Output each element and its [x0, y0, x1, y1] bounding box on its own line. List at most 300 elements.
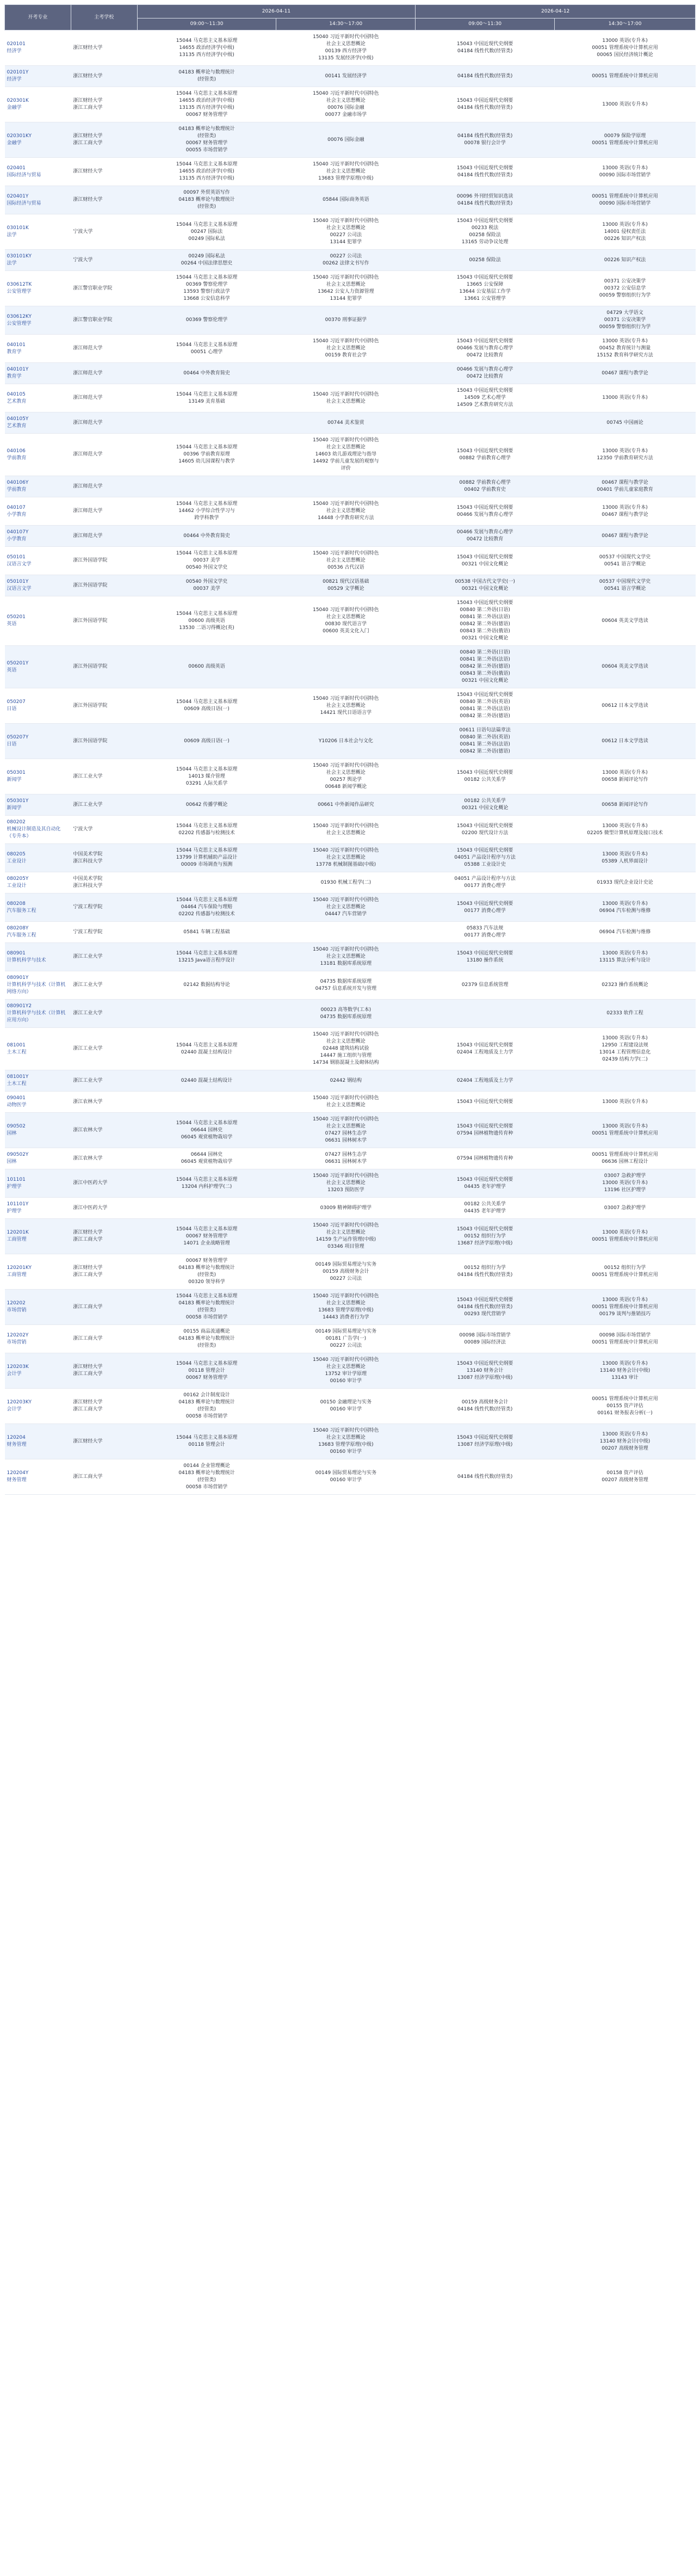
exam-course: 00538 中国古代文学史(一) [455, 579, 515, 584]
exam-slot-2 [276, 1325, 416, 1353]
table-row [5, 971, 696, 1000]
exam-course: 04184 线性代数(经管类) [457, 172, 513, 178]
exam-course: 04735 数据库系统原理 [320, 978, 372, 984]
header-slot-day1-pm: 14:30～17:00 [276, 19, 416, 30]
exam-slot-1 [137, 158, 276, 186]
exam-course: 13000 英语(专升本) [602, 950, 648, 956]
exam-course: 社会主义思想概论 [326, 855, 366, 860]
exam-course: 04184 线性代数(经管类) [457, 1474, 513, 1480]
exam-course: 15043 中国近现代史纲要 [456, 901, 513, 907]
major-cell [5, 646, 71, 688]
exam-course: 15040 习近平新时代中国特色 [313, 275, 379, 280]
major-name: 新闻学 [7, 777, 22, 782]
exam-course: 15044 马克思主义基本原理 [176, 391, 238, 397]
exam-course: 15043 中国近现代史纲要 [456, 165, 513, 171]
major-code: 120204Y [7, 1470, 29, 1476]
major-cell [5, 434, 71, 476]
exam-slot-3 [416, 335, 555, 363]
exam-course: 00841 第二外语(法语) [460, 614, 510, 620]
exam-course: 00369 警察伦理学 [185, 282, 228, 287]
exam-course: 13000 英语(专升本) [602, 1035, 648, 1041]
exam-course: 00067 财务管理学 [185, 1258, 228, 1264]
exam-slot-4 [555, 384, 696, 412]
exam-course: 13000 英语(专升本) [602, 1360, 648, 1366]
school-cell: 宁波大学 [71, 816, 137, 844]
table-row [5, 497, 696, 526]
exam-course: 15043 中国近现代史纲要 [456, 504, 513, 510]
major-cell [5, 893, 71, 922]
exam-course: 04183 概率论与数理统计 [178, 70, 235, 75]
exam-slot-1 [137, 186, 276, 214]
exam-slot-1 [137, 250, 276, 271]
exam-course: 00604 英美文学选读 [602, 618, 648, 624]
exam-slot-4 [555, 476, 696, 497]
exam-slot-3 [416, 1459, 555, 1495]
exam-slot-3 [416, 1169, 555, 1198]
exam-course: 00159 高级财务会计 [323, 1268, 369, 1274]
exam-course: 00257 舆论学 [330, 777, 362, 782]
table-row [5, 250, 696, 271]
exam-course: 00467 课程与教学论 [602, 370, 648, 376]
exam-course: 13000 英语(专升本) [602, 504, 648, 510]
exam-course: 04183 概率论与数理统计 [178, 1470, 235, 1476]
exam-slot-2 [276, 271, 416, 306]
exam-course: 00059 警察组织行为学 [599, 292, 651, 298]
exam-slot-2 [276, 1113, 416, 1148]
exam-course: 00249 国际私法 [188, 236, 225, 242]
exam-course: 社会主义思想概论 [326, 830, 366, 836]
school-cell: 浙江警官职业学院 [71, 271, 137, 306]
exam-course: 社会主义思想概论 [326, 1364, 366, 1370]
exam-slot-3 [416, 646, 555, 688]
major-name: 英语 [7, 667, 17, 673]
exam-slot-3 [416, 872, 555, 893]
exam-slot-2 [276, 1459, 416, 1495]
exam-course: 14448 小学教育研究方法 [318, 515, 374, 521]
exam-course: 15044 马克思主义基本原理 [176, 699, 238, 705]
exam-course: 04435 老年护理学 [464, 1184, 506, 1190]
exam-slot-4 [555, 872, 696, 893]
exam-course: 15043 中国近现代史纲要 [456, 98, 513, 103]
exam-course: 13683 管理学原理(中级) [318, 1308, 374, 1313]
table-row [5, 271, 696, 306]
exam-slot-2 [276, 596, 416, 646]
exam-slot-4 [555, 1169, 696, 1198]
exam-course: 13181 数据库系统原理 [320, 961, 372, 966]
exam-slot-2 [276, 1000, 416, 1028]
table-row [5, 384, 696, 412]
major-cell [5, 794, 71, 816]
exam-slot-1 [137, 363, 276, 384]
exam-course: 00226 知识产权法 [604, 257, 646, 263]
exam-slot-3 [416, 1113, 555, 1148]
exam-slot-1 [137, 1028, 276, 1070]
school-cell: 浙江师范大学 [71, 412, 137, 434]
exam-slot-4 [555, 214, 696, 250]
major-code: 020301KY [7, 133, 32, 139]
exam-slot-4 [555, 1424, 696, 1459]
exam-slot-4 [555, 922, 696, 943]
exam-slot-4 [555, 30, 696, 66]
exam-course: 15044 马克思主义基本原理 [176, 551, 238, 556]
major-cell [5, 158, 71, 186]
exam-slot-2 [276, 1028, 416, 1070]
exam-course: 02323 操作系统概论 [602, 982, 648, 988]
major-name: 工业设计 [7, 883, 27, 889]
exam-course: 13687 经济学原理(中级) [457, 1240, 513, 1246]
major-cell [5, 497, 71, 526]
major-code: 050101 [7, 554, 26, 560]
exam-course: (经管类) [197, 1272, 216, 1278]
major-code: 020101Y [7, 70, 29, 75]
exam-course: 00159 高级财务会计 [461, 1400, 509, 1405]
major-name: 金融学 [7, 140, 22, 146]
exam-course: 13143 审计 [611, 1375, 639, 1381]
exam-course: 00247 国际法 [190, 229, 223, 235]
exam-course: 02202 传感器与检测技术 [178, 911, 235, 917]
major-name: 小学教育 [7, 511, 27, 517]
exam-course: 13000 英语(专升本) [602, 770, 648, 775]
exam-course: 00464 中外教育简史 [183, 533, 230, 539]
exam-course: 00160 审计学 [330, 1449, 362, 1455]
exam-course: 00661 中外新闻作品研究 [318, 802, 374, 808]
exam-course: 00051 管理系统中计算机应用 [592, 1131, 658, 1136]
exam-slot-1 [137, 1459, 276, 1495]
major-name: 会计学 [7, 1407, 22, 1412]
exam-course: 00467 课程与教学论 [602, 511, 648, 517]
exam-course: 00096 外刊经贸知识选读 [456, 193, 513, 199]
major-name: 汽车服务工程 [7, 933, 36, 938]
exam-slot-3 [416, 1424, 555, 1459]
exam-slot-3 [416, 1148, 555, 1169]
exam-course: 00076 国际金融 [327, 105, 364, 110]
table-row [5, 759, 696, 794]
exam-slot-3 [416, 1092, 555, 1113]
exam-course: 13000 英语(专升本) [602, 165, 648, 171]
table-row [5, 526, 696, 547]
exam-slot-1 [137, 1290, 276, 1325]
exam-course: 15043 中国近现代史纲要 [456, 1435, 513, 1440]
exam-slot-2 [276, 1254, 416, 1290]
exam-slot-4 [555, 87, 696, 122]
exam-slot-3 [416, 575, 555, 596]
exam-slot-2 [276, 971, 416, 1000]
exam-slot-4 [555, 1459, 696, 1495]
exam-course: 15040 习近平新时代中国特色 [313, 1293, 379, 1299]
major-cell [5, 759, 71, 794]
exam-course: 社会主义思想概论 [326, 169, 366, 174]
school-cell: 浙江财经大学 浙江工商大学 [71, 1254, 137, 1290]
exam-course: 04184 线性代数(经管类) [457, 105, 513, 110]
exam-slot-4 [555, 526, 696, 547]
exam-course: 00371 公安决策学 [604, 278, 646, 284]
table-row [5, 547, 696, 575]
exam-course: 15043 中国近现代史纲要 [456, 388, 513, 393]
table-row [5, 30, 696, 66]
exam-course: 13140 财务会计(中级) [599, 1367, 651, 1373]
major-name: 公安管理学 [7, 289, 32, 294]
exam-course: 13593 警察行政法学 [183, 289, 230, 294]
exam-slot-1 [137, 271, 276, 306]
exam-course: 00118 管理会计 [188, 1367, 225, 1373]
school-cell: 浙江外国语学院 [71, 724, 137, 759]
major-name: 园林 [7, 1131, 17, 1136]
major-name: 机械设计制造及其自动化 （专升本） [7, 827, 61, 839]
exam-course: 13752 审计学原理 [325, 1371, 367, 1377]
exam-slot-2 [276, 688, 416, 724]
exam-course: 00842 第二外语(德语) [460, 713, 510, 719]
exam-course: 00051 管理系统中计算机应用 [592, 1304, 658, 1310]
major-cell [5, 816, 71, 844]
exam-course: 00144 企业管理概论 [183, 1463, 230, 1469]
exam-course: 13140 财务会计(中级) [599, 1438, 651, 1444]
exam-course: 00226 知识产权法 [604, 236, 646, 242]
exam-slot-1 [137, 87, 276, 122]
major-code: 040101Y [7, 367, 29, 372]
exam-course: 14001 侵权责任法 [604, 229, 646, 235]
table-row [5, 794, 696, 816]
exam-course: 05833 汽车法规 [466, 926, 504, 931]
exam-course: 13778 机械制图基础(中级) [315, 862, 376, 867]
major-name: 英语 [7, 621, 17, 627]
exam-slot-4 [555, 1028, 696, 1070]
table-row [5, 476, 696, 497]
table-row [5, 872, 696, 893]
school-cell: 浙江外国语学院 [71, 547, 137, 575]
exam-course: 14509 艺术心理学 [464, 395, 506, 400]
exam-slot-3 [416, 922, 555, 943]
exam-slot-1 [137, 575, 276, 596]
exam-course: 06904 汽车检测与维修 [599, 908, 651, 914]
table-row [5, 575, 696, 596]
exam-course: 15040 习近平新时代中国特色 [313, 1095, 379, 1101]
exam-slot-2 [276, 1070, 416, 1092]
exam-slot-1 [137, 872, 276, 893]
major-cell [5, 1219, 71, 1254]
exam-course: 04184 线性代数(经管类) [457, 1407, 513, 1412]
exam-course: 13661 公安管理学 [464, 296, 506, 301]
exam-course: 00067 财务管理学 [185, 140, 228, 146]
exam-course: 15043 中国近现代史纲要 [456, 848, 513, 853]
exam-course: 00369 警察伦理学 [185, 317, 228, 323]
major-code: 080202 [7, 819, 26, 825]
major-code: 080901 [7, 950, 26, 956]
major-cell [5, 575, 71, 596]
exam-slot-2 [276, 893, 416, 922]
exam-slot-3 [416, 759, 555, 794]
exam-course: 00293 现代营销学 [464, 1311, 506, 1317]
exam-course: 00155 资产评估 [606, 1403, 643, 1409]
major-name: 学前教育 [7, 455, 27, 461]
exam-course: 社会主义思想概论 [326, 904, 366, 910]
major-cell [5, 526, 71, 547]
exam-course: 00467 课程与教学论 [602, 533, 648, 539]
major-code: 120202Y [7, 1332, 29, 1338]
school-cell: 浙江农林大学 [71, 1148, 137, 1169]
major-cell [5, 271, 71, 306]
school-cell: 浙江师范大学 [71, 476, 137, 497]
school-cell: 浙江财经大学 浙江工商大学 [71, 1389, 137, 1424]
school-cell: 浙江财经大学 [71, 158, 137, 186]
exam-slot-3 [416, 844, 555, 872]
exam-slot-4 [555, 547, 696, 575]
exam-course: 00037 美学 [193, 586, 220, 591]
exam-course: 13799 计算机辅助产品设计 [176, 855, 238, 860]
exam-slot-4 [555, 122, 696, 158]
major-code: 080208 [7, 901, 26, 907]
exam-slot-4 [555, 1092, 696, 1113]
major-cell [5, 1290, 71, 1325]
school-cell: 浙江财经大学 [71, 1424, 137, 1459]
exam-course: 13000 英语(专升本) [602, 338, 648, 344]
exam-slot-4 [555, 844, 696, 872]
exam-course: 社会主义思想概论 [326, 702, 366, 708]
school-cell: 宁波工程学院 [71, 893, 137, 922]
exam-slot-4 [555, 497, 696, 526]
exam-slot-3 [416, 186, 555, 214]
major-name: 土木工程 [7, 1049, 27, 1055]
major-cell [5, 1459, 71, 1495]
major-code: 020301K [7, 98, 29, 103]
exam-course: 13204 内科护理学(二) [181, 1184, 232, 1190]
exam-course: 02404 工程地质及土力学 [456, 1049, 513, 1055]
exam-slot-4 [555, 759, 696, 794]
exam-course: 15044 马克思主义基本原理 [176, 823, 238, 829]
table-row [5, 122, 696, 158]
major-cell [5, 214, 71, 250]
exam-slot-1 [137, 794, 276, 816]
exam-course: 00097 外贸英语写作 [183, 190, 230, 195]
exam-course: 06904 汽车检测与维修 [599, 929, 651, 935]
school-cell: 浙江财经大学 浙江工商大学 [71, 87, 137, 122]
exam-slot-2 [276, 1092, 416, 1113]
exam-slot-1 [137, 893, 276, 922]
exam-course: 社会主义思想概论 [326, 614, 366, 620]
exam-course: 13140 财务会计 [466, 1367, 504, 1373]
exam-course: 15040 习近平新时代中国特色 [313, 391, 379, 397]
exam-slot-4 [555, 1325, 696, 1353]
exam-course: 14655 政治经济学(中级) [179, 45, 234, 51]
exam-course: 00467 课程与教学论 [602, 480, 648, 485]
exam-slot-3 [416, 122, 555, 158]
exam-course: 04447 汽车营销学 [325, 911, 367, 917]
major-cell [5, 1389, 71, 1424]
major-code: 101101Y [7, 1201, 29, 1207]
exam-course: 00612 日本文学选读 [602, 702, 648, 708]
exam-course: 03346 项目管理 [327, 1244, 364, 1249]
exam-course: 15043 中国近现代史纲要 [456, 692, 513, 698]
exam-course: 00182 公共关系学 [464, 777, 506, 782]
exam-slot-1 [137, 1198, 276, 1219]
major-cell [5, 1028, 71, 1070]
exam-slot-3 [416, 816, 555, 844]
exam-course: 社会主义思想概论 [326, 508, 366, 514]
table-row [5, 893, 696, 922]
exam-course: 02200 现代设计方法 [461, 830, 509, 836]
exam-course: 00090 国际市场营销学 [599, 172, 651, 178]
major-code: 081001Y [7, 1074, 29, 1080]
exam-course: 14447 施工组织与管理 [320, 1053, 372, 1058]
exam-course: 15044 马克思主义基本原理 [176, 1120, 238, 1126]
major-cell [5, 1198, 71, 1219]
major-cell [5, 87, 71, 122]
exam-course: 15044 马克思主义基本原理 [176, 950, 238, 956]
exam-slot-3 [416, 596, 555, 646]
exam-course: 15040 习近平新时代中国特色 [313, 763, 379, 768]
major-code: 050201 [7, 614, 26, 620]
school-cell: 浙江外国语学院 [71, 575, 137, 596]
table-row [5, 1169, 696, 1198]
major-name: 艺术教育 [7, 423, 27, 429]
major-name: 会计学 [7, 1371, 22, 1377]
exam-course: 00320 领导科学 [188, 1279, 225, 1285]
exam-course: 00472 比较教育 [466, 353, 504, 358]
exam-course: 15044 马克思主义基本原理 [176, 501, 238, 507]
exam-course: 13000 英语(专升本) [602, 823, 648, 829]
exam-course: 00840 第二外语(日语) [460, 650, 510, 655]
exam-course: 00842 第二外语(德语) [460, 664, 510, 669]
table-row [5, 363, 696, 384]
exam-course: 00051 管理系统中计算机应用 [592, 140, 658, 146]
exam-course: 15044 马克思主义基本原理 [176, 766, 238, 772]
exam-course: 社会主义思想概论 [326, 1301, 366, 1306]
exam-course: 13000 英语(专升本) [602, 1431, 648, 1437]
exam-course: 13000 英语(专升本) [602, 101, 648, 107]
table-row [5, 646, 696, 688]
header-slot-day2-pm: 14:30～17:00 [555, 19, 696, 30]
exam-course: 15044 马克思主义基本原理 [176, 275, 238, 280]
exam-slot-2 [276, 794, 416, 816]
exam-slot-1 [137, 688, 276, 724]
exam-course: 15040 习近平新时代中国特色 [313, 91, 379, 96]
exam-course: 00321 中国文化概论 [461, 636, 509, 641]
major-code: 050201Y [7, 660, 29, 666]
major-code: 040105 [7, 391, 26, 397]
exam-course: 15152 教育科学研究方法 [597, 353, 653, 358]
major-name: 经济学 [7, 77, 22, 82]
exam-slot-2 [276, 1169, 416, 1198]
exam-course: 05844 国际商务英语 [323, 197, 369, 202]
exam-course: 00611 日语句法篇章法 [459, 728, 511, 733]
exam-course: 15040 习近平新时代中国特色 [313, 34, 379, 40]
exam-course: 15040 习近平新时代中国特色 [313, 437, 379, 443]
exam-slot-4 [555, 306, 696, 335]
exam-course: 04183 概率论与数理统计 [178, 197, 235, 202]
exam-course: 社会主义思想概论 [326, 1039, 366, 1044]
exam-course: 00372 公安信息学 [604, 285, 646, 291]
exam-slot-1 [137, 596, 276, 646]
exam-course: 00051 管理系统中计算机应用 [592, 1396, 658, 1402]
exam-course: 00152 组织行为学 [604, 1265, 646, 1271]
exam-slot-1 [137, 384, 276, 412]
exam-course: 15040 习近平新时代中国特色 [313, 551, 379, 556]
exam-course: 04435 老年护理学 [464, 1209, 506, 1214]
school-cell: 浙江工业大学 [71, 794, 137, 816]
exam-course: 15044 马克思主义基本原理 [176, 1226, 238, 1232]
exam-course: 14013 媒介管理 [188, 773, 225, 779]
major-cell [5, 1353, 71, 1389]
exam-slot-1 [137, 1169, 276, 1198]
major-code: 120204 [7, 1435, 26, 1440]
major-cell [5, 122, 71, 158]
exam-slot-1 [137, 497, 276, 526]
exam-course: 00258 保险法 [469, 232, 501, 238]
table-row [5, 1092, 696, 1113]
exam-course: 04183 概率论与数理统计 [178, 1265, 235, 1271]
school-cell: 浙江师范大学 [71, 434, 137, 476]
exam-course: 13000 英语(专升本) [602, 1124, 648, 1129]
major-name: 学前教育 [7, 487, 27, 492]
